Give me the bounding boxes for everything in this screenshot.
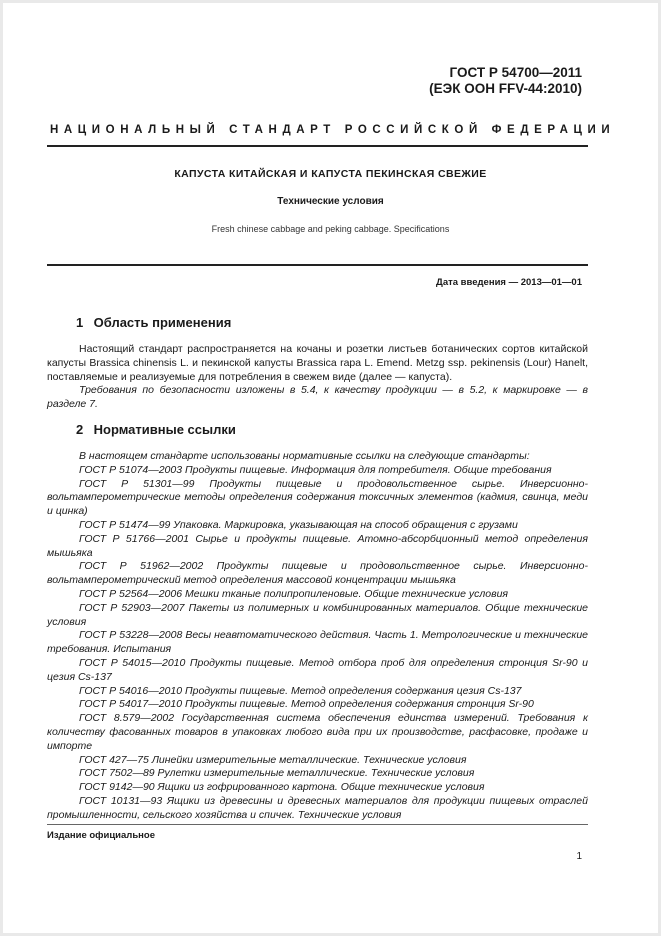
- national-standard-title: НАЦИОНАЛЬНЫЙ СТАНДАРТ РОССИЙСКОЙ ФЕДЕРАЦИИ: [50, 124, 616, 136]
- reference-item: ГОСТ Р 54017—2010 Продукты пищевые. Метод определения содержания стронция Sr-90: [79, 698, 534, 711]
- reference-item: ГОСТ Р 51962—2002 Продукты пищевые и продовольственное сырье. Инверсионно-вольтамперометрический метод определения массовой концентрации мышьяка: [47, 560, 588, 587]
- reference-item: ГОСТ Р 54016—2010 Продукты пищевые. Метод определения содержания цезия Cs-137: [79, 684, 522, 697]
- reference-item: ГОСТ 7502—89 Рулетки измерительные металлические. Технические условия: [79, 767, 475, 780]
- page-number: 1: [576, 851, 582, 862]
- references-intro: В настоящем стандарте использованы нормативные ссылки на следующие стандарты:: [79, 450, 530, 462]
- section-1-heading: [76, 315, 231, 330]
- introduction-date: Дата введения — 2013—01—01: [436, 277, 582, 288]
- document-title: КАПУСТА КИТАЙСКАЯ И КАПУСТА ПЕКИНСКАЯ СВЕЖИЕ: [174, 168, 487, 180]
- reference-item: ГОСТ Р 52564—2006 Мешки тканые полипропиленовые. Общие технические условия: [79, 587, 509, 600]
- top-divider: [47, 145, 588, 147]
- reference-item: ГОСТ 10131—93 Ящики из древесины и древесных материалов для продукции пищевых отраслей промышленности, сельского хозяйства и спичек. Технические условия: [47, 794, 588, 821]
- official-edition-label: Издание официальное: [47, 830, 155, 841]
- reference-item: ГОСТ Р 51301—99 Продукты пищевые и продовольственное сырье. Инверсионно-вольтамперометрические методы определения содержания токсичных элементов (кадмия, свинца, меди и цинка): [47, 477, 588, 518]
- reference-item: ГОСТ Р 51474—99 Упаковка. Маркировка, указывающая на способ обращения с грузами: [79, 518, 518, 531]
- title-divider: [47, 264, 588, 266]
- scope-paragraph: Настоящий стандарт распространяется на кочаны и розетки листьев ботанических сортов китайской капусты Brassica chinensis L. и пекинской капусты Brassica rapa L. Emend. Metzg ssp. pekinensis (Lour) Hanelt, поставляемые и реализуемые для потребления в свежем виде (далее — капуста).: [47, 343, 588, 383]
- reference-item: ГОСТ Р 54015—2010 Продукты пищевые. Метод отбора проб для определения стронция Sr-90 и цезия Cs-137: [47, 656, 588, 683]
- section-2-title: Нормативные ссылки: [93, 422, 236, 437]
- document-page: [3, 3, 658, 933]
- reference-item: ГОСТ 8.579—2002 Государственная система обеспечения единства измерений. Требования к количеству фасованных товаров в упаковках любого вида при их производстве, расфасовке, продаже и импорте: [47, 712, 588, 752]
- reference-item: ГОСТ 9142—90 Ящики из гофрированного картона. Общие технические условия: [79, 781, 485, 794]
- reference-item: ГОСТ Р 51766—2001 Сырье и продукты пищевые. Атомно-абсорбционный метод определения мышьяка: [47, 532, 588, 559]
- reference-item: ГОСТ Р 51074—2003 Продукты пищевые. Информация для потребителя. Общие требования: [79, 463, 552, 476]
- reference-item: ГОСТ Р 53228—2008 Весы неавтоматического действия. Часть 1. Метрологические и технические требования. Испытания: [47, 629, 588, 656]
- reference-item: ГОСТ 427—75 Линейки измерительные металлические. Технические условия: [79, 753, 467, 766]
- standard-equivalent: (ЕЭК ООН FFV-44:2010): [429, 81, 582, 96]
- section-1-title: Область применения: [93, 315, 232, 330]
- standard-number: ГОСТ Р 54700—2011: [449, 65, 582, 80]
- section-2-heading: [76, 422, 236, 437]
- english-title: Fresh chinese cabbage and peking cabbage. Specifications: [211, 224, 450, 234]
- footer-divider: [47, 824, 588, 825]
- standard-code-block: [429, 65, 582, 97]
- document-subtitle: Технические условия: [277, 196, 384, 207]
- reference-item: ГОСТ Р 52903—2007 Пакеты из полимерных и комбинированных материалов. Общие технические условия: [47, 601, 588, 628]
- normative-references: [47, 450, 588, 823]
- section-1-number: 1: [76, 315, 84, 330]
- requirements-paragraph: Требования по безопасности изложены в 5.4, к качеству продукции — в 5.2, к маркировке — в разделе 7.: [47, 384, 588, 410]
- section-2-number: 2: [76, 422, 84, 437]
